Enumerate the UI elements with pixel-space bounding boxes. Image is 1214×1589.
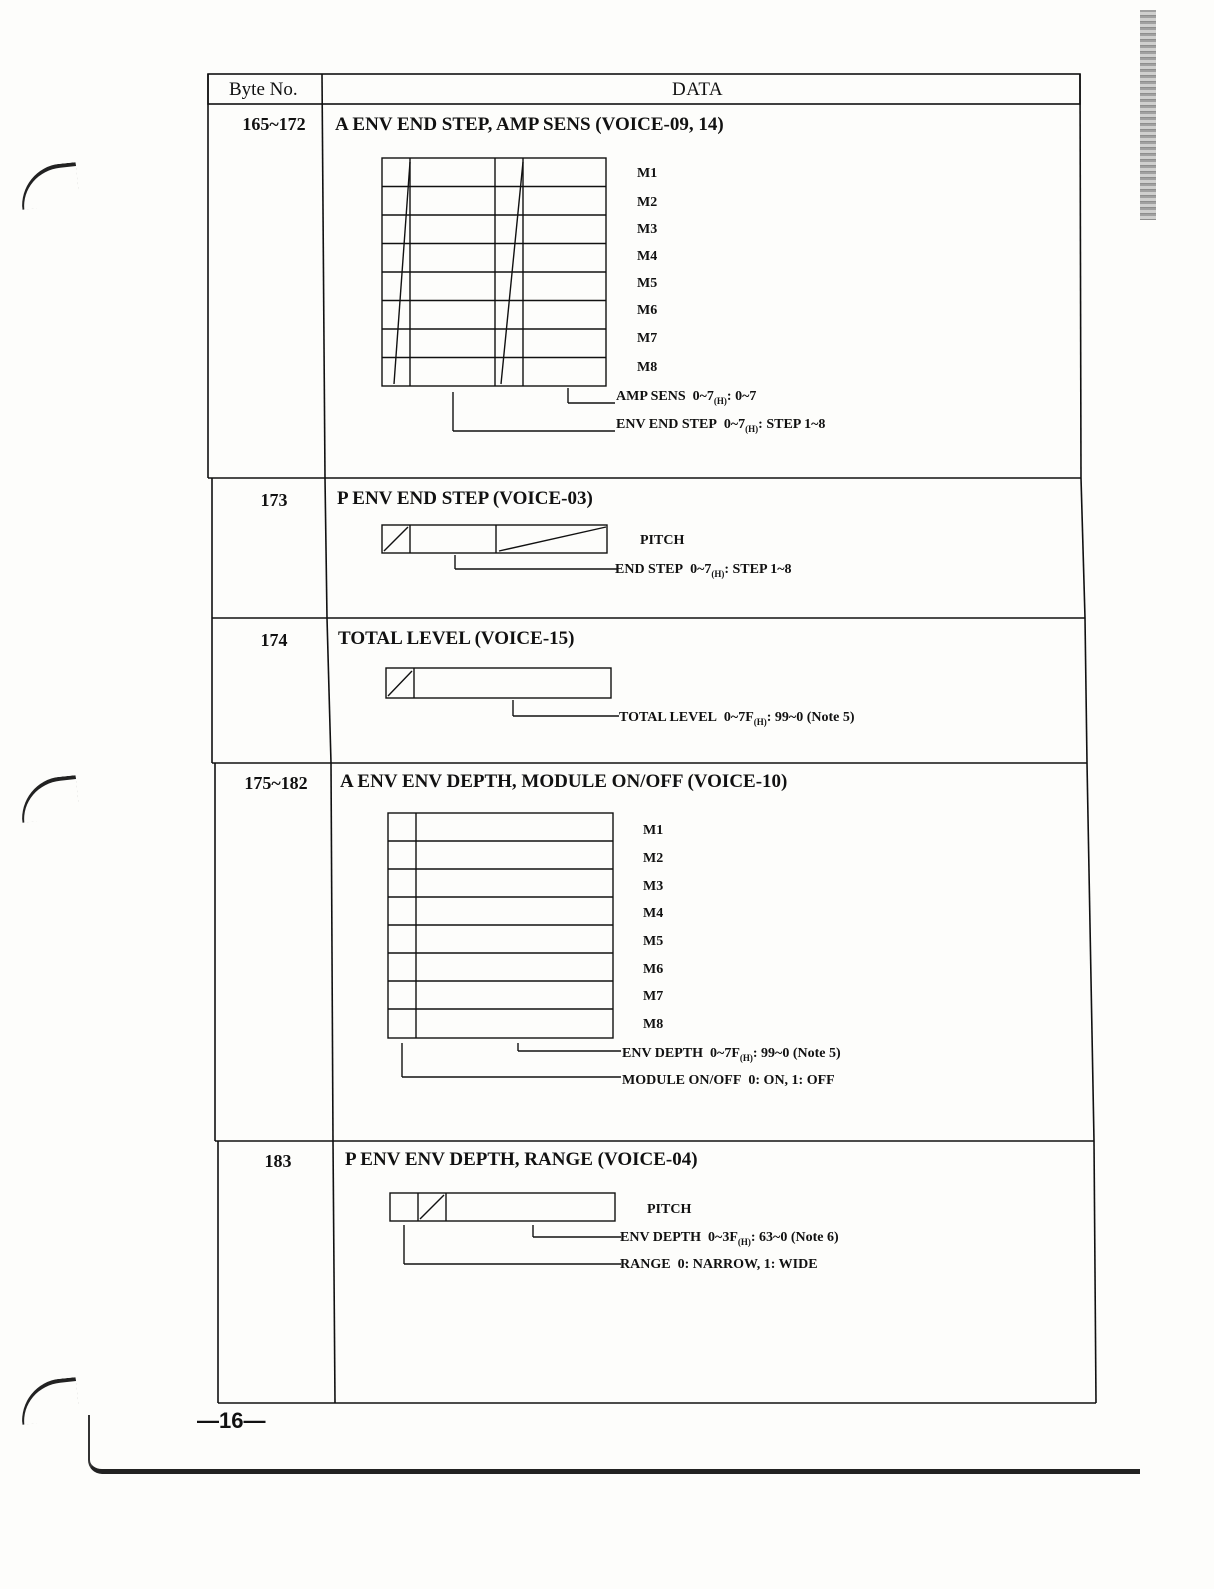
row-label: M8 [637,360,658,375]
row-label: M2 [637,195,658,210]
row-label: M6 [643,962,664,977]
page-number: —16— [197,1408,266,1433]
row-label: M4 [637,249,658,264]
row-label: M3 [643,879,664,894]
header-data: DATA [672,79,724,100]
section-175-182 [207,763,1098,1141]
section-title: P ENV END STEP (VOICE-03) [337,488,593,509]
row-label: M8 [643,1017,664,1032]
section-165-172 [207,104,1098,478]
row-label: M5 [637,276,658,291]
row-label: M7 [637,331,658,346]
scan-edge-artifact [1140,10,1156,220]
row-label: M1 [637,166,658,181]
row-label: PITCH [647,1202,692,1217]
row-label: M5 [643,934,664,949]
bit-field-diagram [387,1191,647,1271]
field-description: ENV END STEP $0\sim 7_{(H)}$: STEP 1~8 [616,417,826,434]
byte-number: 175~182 [244,773,308,793]
row-label: M1 [643,823,664,838]
byte-number: 174 [260,630,288,650]
bit-field-diagram [385,811,645,1096]
section-173 [207,478,1098,618]
byte-number: 165~172 [242,114,306,134]
field-description: ENV DEPTH $0\sim 3F_{(H)}$: 63~0 (Note 6) [620,1230,839,1247]
section-title: A ENV END STEP, AMP SENS (VOICE-09, 14) [335,114,724,135]
field-description: MODULE ON/OFF 0: ON, 1: OFF [622,1073,835,1088]
section-title: TOTAL LEVEL (VOICE-15) [338,628,575,649]
bit-field-diagram [379,523,639,583]
field-description: TOTAL LEVEL $0\sim 7F_{(H)}$: 99~0 (Note 5) [619,710,855,727]
byte-number: 183 [264,1151,292,1171]
section-title: P ENV ENV DEPTH, RANGE (VOICE-04) [345,1149,698,1170]
row-label: M3 [637,222,658,237]
data-table [207,73,1098,1425]
row-label: M4 [643,906,664,921]
header-byte-no: Byte No. [229,79,298,100]
field-description: ENV DEPTH $0\sim 7F_{(H)}$: 99~0 (Note 5) [622,1046,841,1063]
row-label: PITCH [640,533,685,548]
section-title: A ENV ENV DEPTH, MODULE ON/OFF (VOICE-10) [340,771,788,792]
row-label: M6 [637,303,658,318]
row-label: M2 [643,851,664,866]
field-description: AMP SENS $0\sim 7_{(H)}$: 0~7 [616,389,757,406]
field-description: END STEP $0\sim 7_{(H)}$: STEP 1~8 [615,562,792,579]
bit-field-diagram [383,666,643,726]
byte-number: 173 [260,490,288,510]
binder-hole [18,162,80,210]
field-description: RANGE 0: NARROW, 1: WIDE [620,1257,818,1272]
section-174 [207,618,1098,763]
binder-hole [18,775,80,823]
section-183 [207,1141,1098,1403]
row-label: M7 [643,989,664,1004]
binder-hole [18,1377,80,1425]
